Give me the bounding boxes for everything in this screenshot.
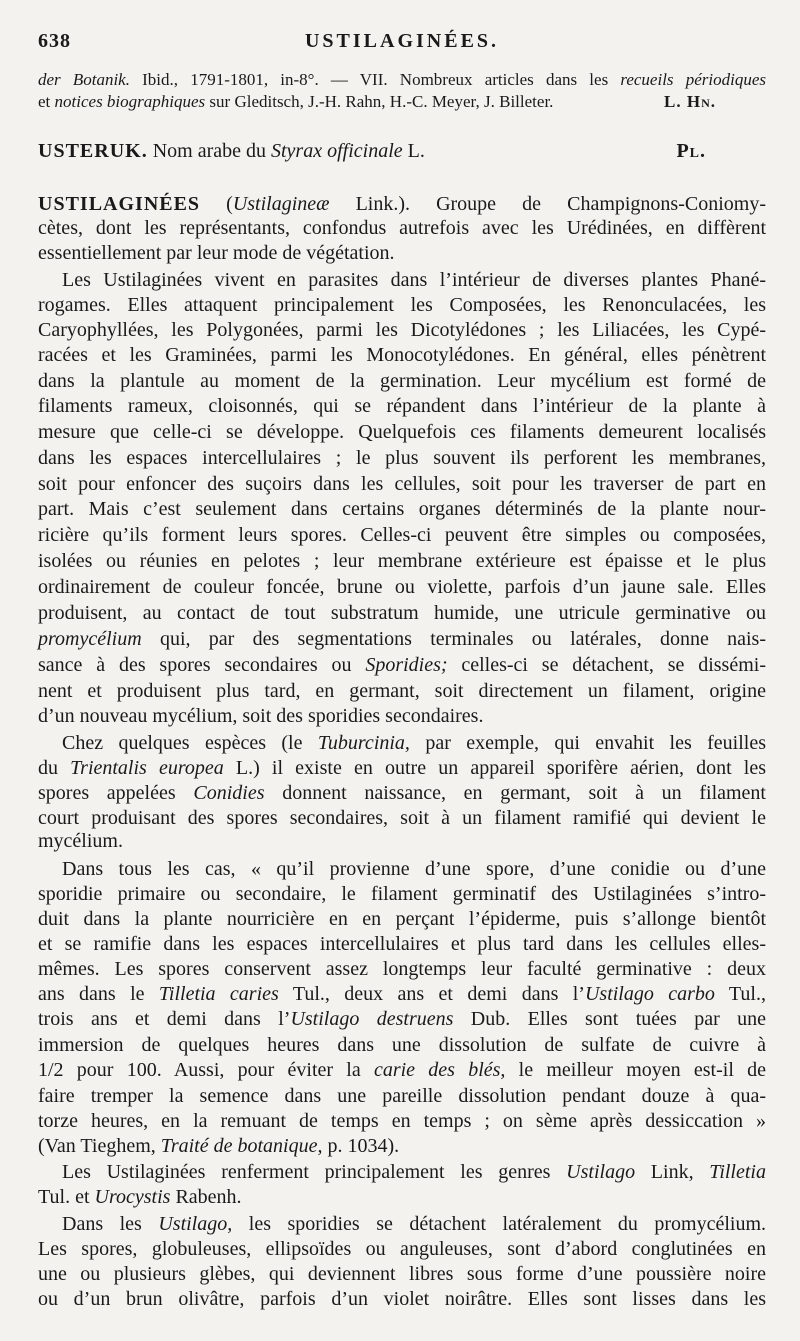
text-line: immersion de quelques heures dans une dissolution de sulfate de cuivre à <box>38 1034 766 1056</box>
text-line: part. Mais c’est seulement dans certains organes déterminés de la plante nour- <box>38 498 766 520</box>
text-line: Dans les Ustilago, les sporidies se détachent latéralement du promycélium. <box>62 1213 766 1235</box>
text-line: racées et les Graminées, parmi les Monocotylédones. En général, elles pénètrent <box>38 344 766 366</box>
text-line: spores appelées Conidies donnent naissance, en germant, soit à un filament <box>38 782 766 804</box>
text-line: Dans tous les cas, « qu’il provienne d’une spore, d’une conidie ou d’une <box>62 858 766 880</box>
text-line: mêmes. Les spores conservent assez longtemps leur faculté germinative : deux <box>38 958 766 980</box>
text-line: Les spores, globuleuses, ellipsoïdes ou anguleuses, sont d’abord conglutinées en <box>38 1238 766 1260</box>
text-line: Les Ustilaginées renferment principalement les genres Ustilago Link, Tilletia <box>62 1161 766 1183</box>
text-line: torze heures, en la remuant de temps en temps ; on sème après dessiccation » <box>38 1110 766 1132</box>
entry-head: USTILAGINÉES <box>38 193 201 215</box>
text-line: Caryophyllées, les Polygonées, parmi les Dicotylédones ; les Liliacées, les Cypé- <box>38 319 766 341</box>
text-line: dans la plantule au moment de la germination. Leur mycélium est formé de <box>38 370 766 392</box>
text-line: faire tremper la semence dans une pareille dissolution pendant douze à qua- <box>38 1085 766 1107</box>
author-signature: L. Hn. <box>664 92 716 111</box>
text-line: ans dans le Tilletia caries Tul., deux ans et demi dans l’Ustilago carbo Tul., <box>38 983 766 1005</box>
text-line: Tul. et Urocystis Rabenh. <box>38 1186 242 1208</box>
text-line: une ou plusieurs glèbes, qui deviennent libres sous forme d’une poussière noire <box>38 1263 766 1285</box>
text-line: soit pour enfoncer des suçoirs dans les cellules, soit pour les traverser de part en <box>38 473 766 495</box>
text-line: nent et produisent plus tard, en germant, soit directement un filament, origine <box>38 680 766 702</box>
text-line: mesure que celle-ci se développe. Quelquefois ces filaments demeurent localisés <box>38 421 766 443</box>
biblio-line-2: et notices biographiques sur Gleditsch, J.-H. Rahn, H.-C. Meyer, J. Billeter. L. Hn. <box>38 90 766 114</box>
text-line: rogames. Elles attaquent principalement les Composées, les Renonculacées, les <box>38 294 766 316</box>
entry-ustilaginees-line-1: USTILAGINÉES (Ustilagineæ Link.). Groupe de Champignons-Coniomy- <box>38 193 766 215</box>
author-signature: Pl. <box>676 140 706 162</box>
page-number: 638 <box>38 30 71 52</box>
text-line: sance à des spores secondaires ou Sporidies; celles-ci se détachent, se dissémi- <box>38 654 766 676</box>
text-line: filaments rameux, cloisonnés, qui se répandent dans l’intérieur de la plante à <box>38 395 766 417</box>
text-line: isolées ou réunies en pelotes ; leur membrane extérieure est épaisse et le plus <box>38 550 766 572</box>
text-line: cètes, dont les représentants, confondus autrefois avec les Urédinées, en diffèrent <box>38 217 766 239</box>
page-header <box>38 30 766 56</box>
text-line: essentiellement par leur mode de végétation. <box>38 242 395 264</box>
text-line: (Van Tieghem, Traité de botanique, p. 1034). <box>38 1135 400 1157</box>
biblio-line-1: der Botanik. Ibid., 1791-1801, in-8°. — VII. Nombreux articles dans les recueils périodiques <box>38 70 766 89</box>
running-head: USTILAGINÉES. <box>304 30 500 52</box>
entry-head: USTERUK. <box>38 140 148 162</box>
text-line: Chez quelques espèces (le Tuburcinia, par exemple, qui envahit les feuilles <box>62 732 766 754</box>
text-line: du Trientalis europea L.) il existe en outre un appareil sporifère aérien, dont les <box>38 757 766 779</box>
text-line: court produisant des spores secondaires, soit à un filament ramifié qui devient le <box>38 807 766 829</box>
text-line: ou d’un brun olivâtre, parfois d’un violet noirâtre. Elles sont lisses dans les <box>38 1288 766 1310</box>
text-line: et se ramifie dans les espaces intercellulaires et plus tard dans les cellules elles- <box>38 933 766 955</box>
text-line: d’un nouveau mycélium, soit des sporidies secondaires. <box>38 705 484 727</box>
text-line: promycélium qui, par des segmentations terminales ou latérales, donne nais- <box>38 628 766 650</box>
text-line: ricière qu’ils forment leurs spores. Celles-ci peuvent être simples ou composées, <box>38 524 766 546</box>
text-line: trois ans et demi dans l’Ustilago destruens Dub. Elles sont tuées par une <box>38 1008 767 1030</box>
entry-usteruk: USTERUK. Nom arabe du Styrax officinale L. Pl. <box>38 140 706 162</box>
text-line: ordinairement de couleur foncée, brune ou violette, parfois d’un jaune sale. Elles <box>38 576 766 598</box>
text-line: mycélium. <box>38 830 123 852</box>
text-line: dans les espaces intercellulaires ; le plus souvent ils perforent les membranes, <box>38 447 766 469</box>
text-line: produisent, au contact de tout substratum humide, une utricule germinative ou <box>38 602 766 624</box>
text-line: duit dans la plante nourricière en en perçant l’épiderme, puis s’allonge bientôt <box>38 908 766 930</box>
text-line: sporidie primaire ou secondaire, le filament germinatif des Ustilaginées s’intro- <box>38 883 766 905</box>
text-line: Les Ustilaginées vivent en parasites dans l’intérieur de diverses plantes Phané- <box>62 269 766 291</box>
text-line: 1/2 pour 100. Aussi, pour éviter la carie des blés, le meilleur moyen est-il de <box>38 1059 766 1081</box>
